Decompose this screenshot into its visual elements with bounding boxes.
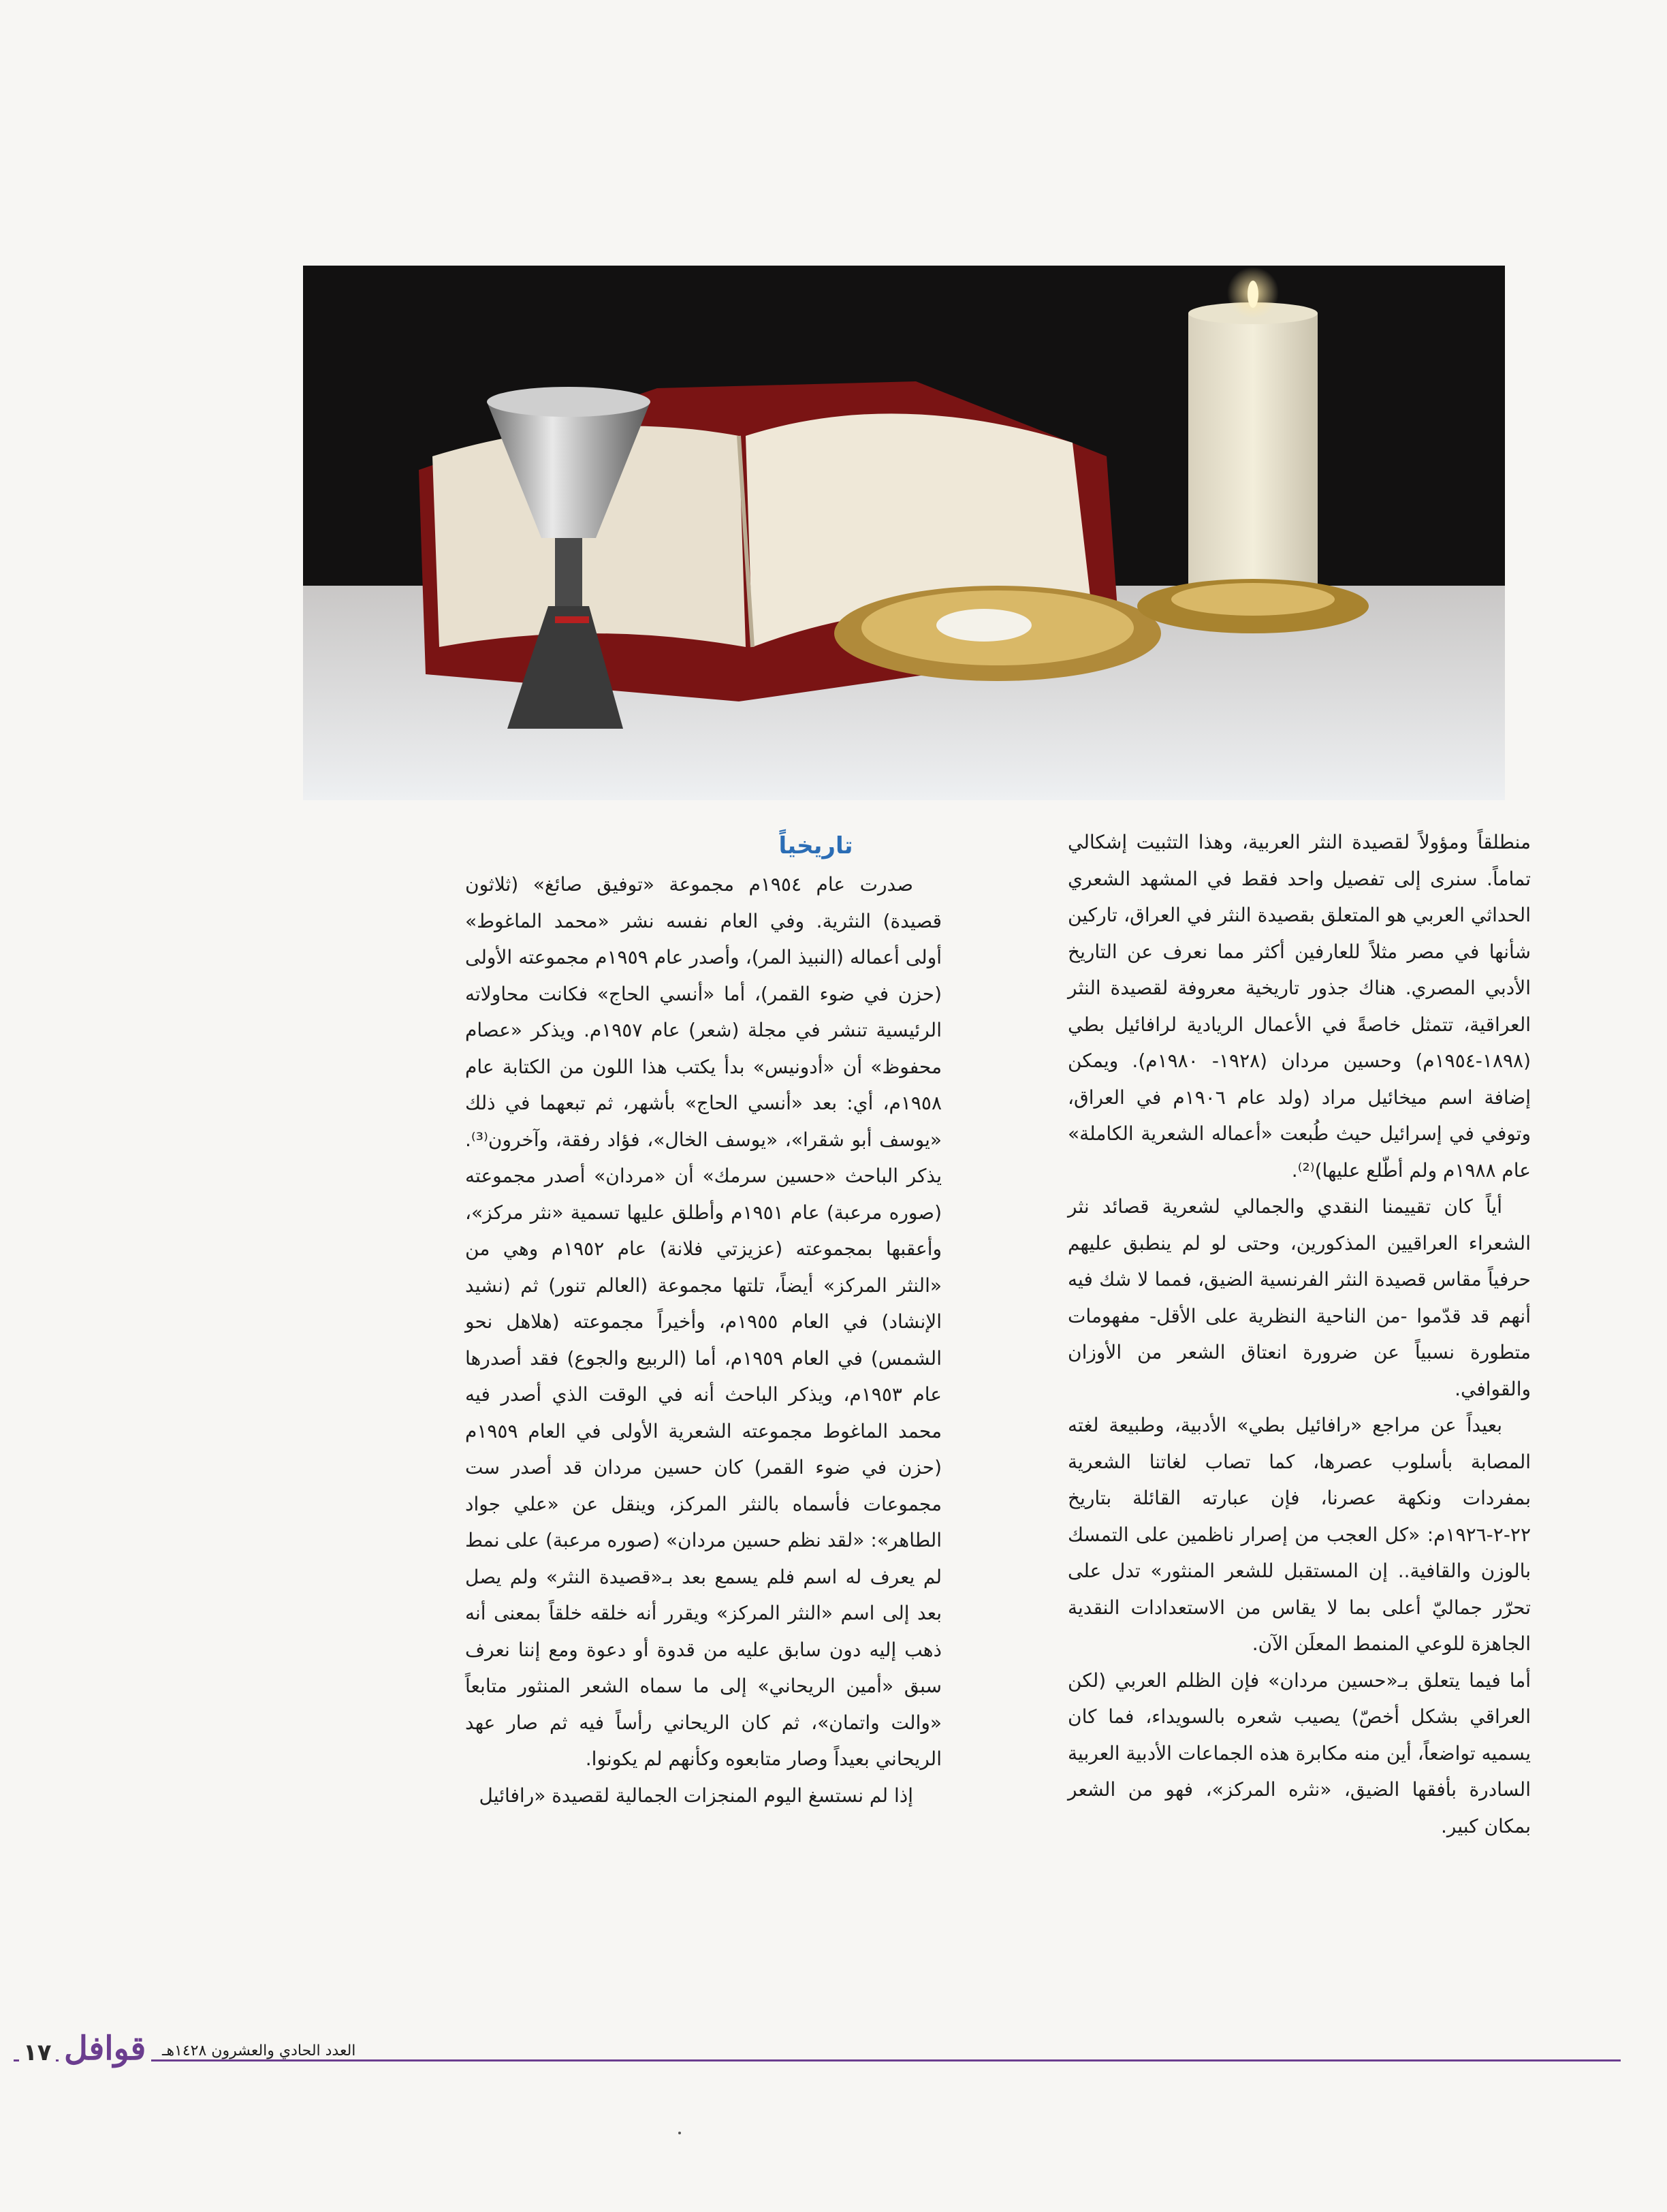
paragraph: صدرت عام ١٩٥٤م مجموعة «توفيق صائغ» (ثلاثون قصيدة) النثرية. وفي العام نفسه نشر «محمد الماغوط» أولى أعماله (النبيذ المر)، وأصدر عام ١٩٥٩م مجموعته الأولى (حزن في ضوء القمر)، أما «أنسي الحاج» فكانت محاولاته الرئيسية تنشر في مجلة (شعر) عام ١٩٥٧م. ويذكر «عصام محفوظ» أن «أدونيس» بدأ يكتب هذا اللون من الكتابة عام ١٩٥٨م، أي: بعد «أنسي الحاج» بأشهر، ثم تبعهما في ذلك «يوسف أبو شقرا»، «يوسف الخال»، فؤاد رفقة، وآخرون⁽³⁾. يذكر الباحث «حسين سرمك» أن «مردان» أصدر مجموعته (صوره مرعبة) عام ١٩٥١م وأطلق عليها تسمية «نثر مركز»، وأعقبها بمجموعته (عزيزتي فلانة) عام ١٩٥٢م وهي من «النثر المركز» أيضاً، تلتها مجموعة (العالم تنور) ثم (نشيد الإنشاد) في العام ١٩٥٥م، وأخيراً مجموعته (هلاهل نحو الشمس) في العام ١٩٥٩م، أما (الربيع والجوع) فقد أصدرها عام ١٩٥٣م، ويذكر الباحث أنه في الوقت الذي أصدر فيه محمد الماغوط مجموعته الشعرية الأولى في العام ١٩٥٩م (حزن في ضوء القمر) كان حسين مردان قد أصدر ست مجموعات فأسماه بالنثر المركز، وينقل عن «علي جواد الطاهر»: «لقد نظم حسين مردان» (صوره مرعبة) على نمط لم يعرف له اسم فلم يسمع بعد بـ«قصيدة النثر» ولم يصل بعد إلى اسم «النثر المركز» ويقرر أنه خلقه خلقاً بمعنى أنه ذهب إليه دون سابق عليه من قدوة أو دعوة ومع إننا نعرف سبق «أمين الريحاني» إلى ما سماه الشعر المنثور متابعاً «والت واتمان»، ثم كان الريحاني رأساً فيه ثم صار عهد الريحاني بعيداً وصار متابعوه وكأنهم لم يكونوا. [465,873,942,1770]
paragraph: أما فيما يتعلق بـ«حسين مردان» فإن الظلم العربي (لكن العراقي بشكل أخصّ) يصيب شعره بالسويداء، فما كان يسميه تواضعاً، أين منه مكابرة هذه الجماعات الأدبية العربية السادرة بأفقها الضيق، «نثره المركز»، فهو من الشعر بمكان كبير. [1068,1669,1531,1837]
section-heading: تاريخياً [778,832,853,859]
page-number: ١٧ [19,2039,56,2066]
paragraph: أياً كان تقييمنا النقدي والجمالي لشعرية قصائد نثر الشعراء العراقيين المذكورين، وحتى لو لم ينطبق عليهم حرفياً مقاس قصيدة النثر الفرنسية الضيق، فمما لا شك فيه أنهم قد قدّموا -من الناحية النظرية على الأقل- مفهومات متطورة نسبياً عن ضرورة انعتاق الشعر من الأوزان والقوافي. [1068,1195,1531,1400]
magazine-logo: قوافل [59,2028,151,2069]
paragraph: منطلقاً ومؤولاً لقصيدة النثر العربية، وهذا التثبيت إشكالي تماماً. سنرى إلى تفصيل واحد فقط في المشهد الشعري الحداثي العربي هو المتعلق بقصيدة النثر في العراق، تاركين شأنها في مصر مثلاً للعارفين أكثر مما نعرف عن التاريخ الأدبي المصري. هناك جذور تاريخية معروفة لقصيدة النثر العراقية، تتمثل خاصةً في الأعمال الريادية لرافائيل بطي (١٨٩٨-١٩٥٤م) وحسين مردان (١٩٢٨- ١٩٨٠م). ويمكن إضافة اسم ميخائيل مراد (ولد عام ١٩٠٦م في العراق، وتوفي في إسرائيل حيث طُبعت «أعماله الشعرية الكاملة» عام ١٩٨٨م ولم أطّلع عليها)⁽²⁾. [1068,831,1531,1182]
speck [678,2132,681,2134]
article-column-left [465,825,942,1814]
article-column-right [1068,824,1531,1844]
paragraph: إذا لم نستسغ اليوم المنجزات الجمالية لقصيدة «رافائيل [479,1784,913,1807]
header-photo [303,266,1505,800]
chalice-book-candle-illustration [303,266,1505,800]
paragraph: بعيداً عن مراجع «رافائيل بطي» الأدبية، وطبيعة لغته المصابة بأسلوب عصرها، كما تصاب لغاتنا الشعرية بمفردات ونكهة عصرنا، فإن عبارته القائلة بتاريخ ٢٢-٢-١٩٢٦م: «كل العجب من إصرار ناظمين على التمسك بالوزن والقافية.. إن المستقبل للشعر المنثور» تدل على تحرّر جماليّ أعلى بما لا يقاس من الاستعدادات النقدية الجاهزة للوعي المنمط المعلَن الآن. [1068,1414,1531,1655]
footer-rule [14,2059,1621,2061]
issue-label: العدد الحادي والعشرون ١٤٢٨هـ [158,2042,360,2059]
